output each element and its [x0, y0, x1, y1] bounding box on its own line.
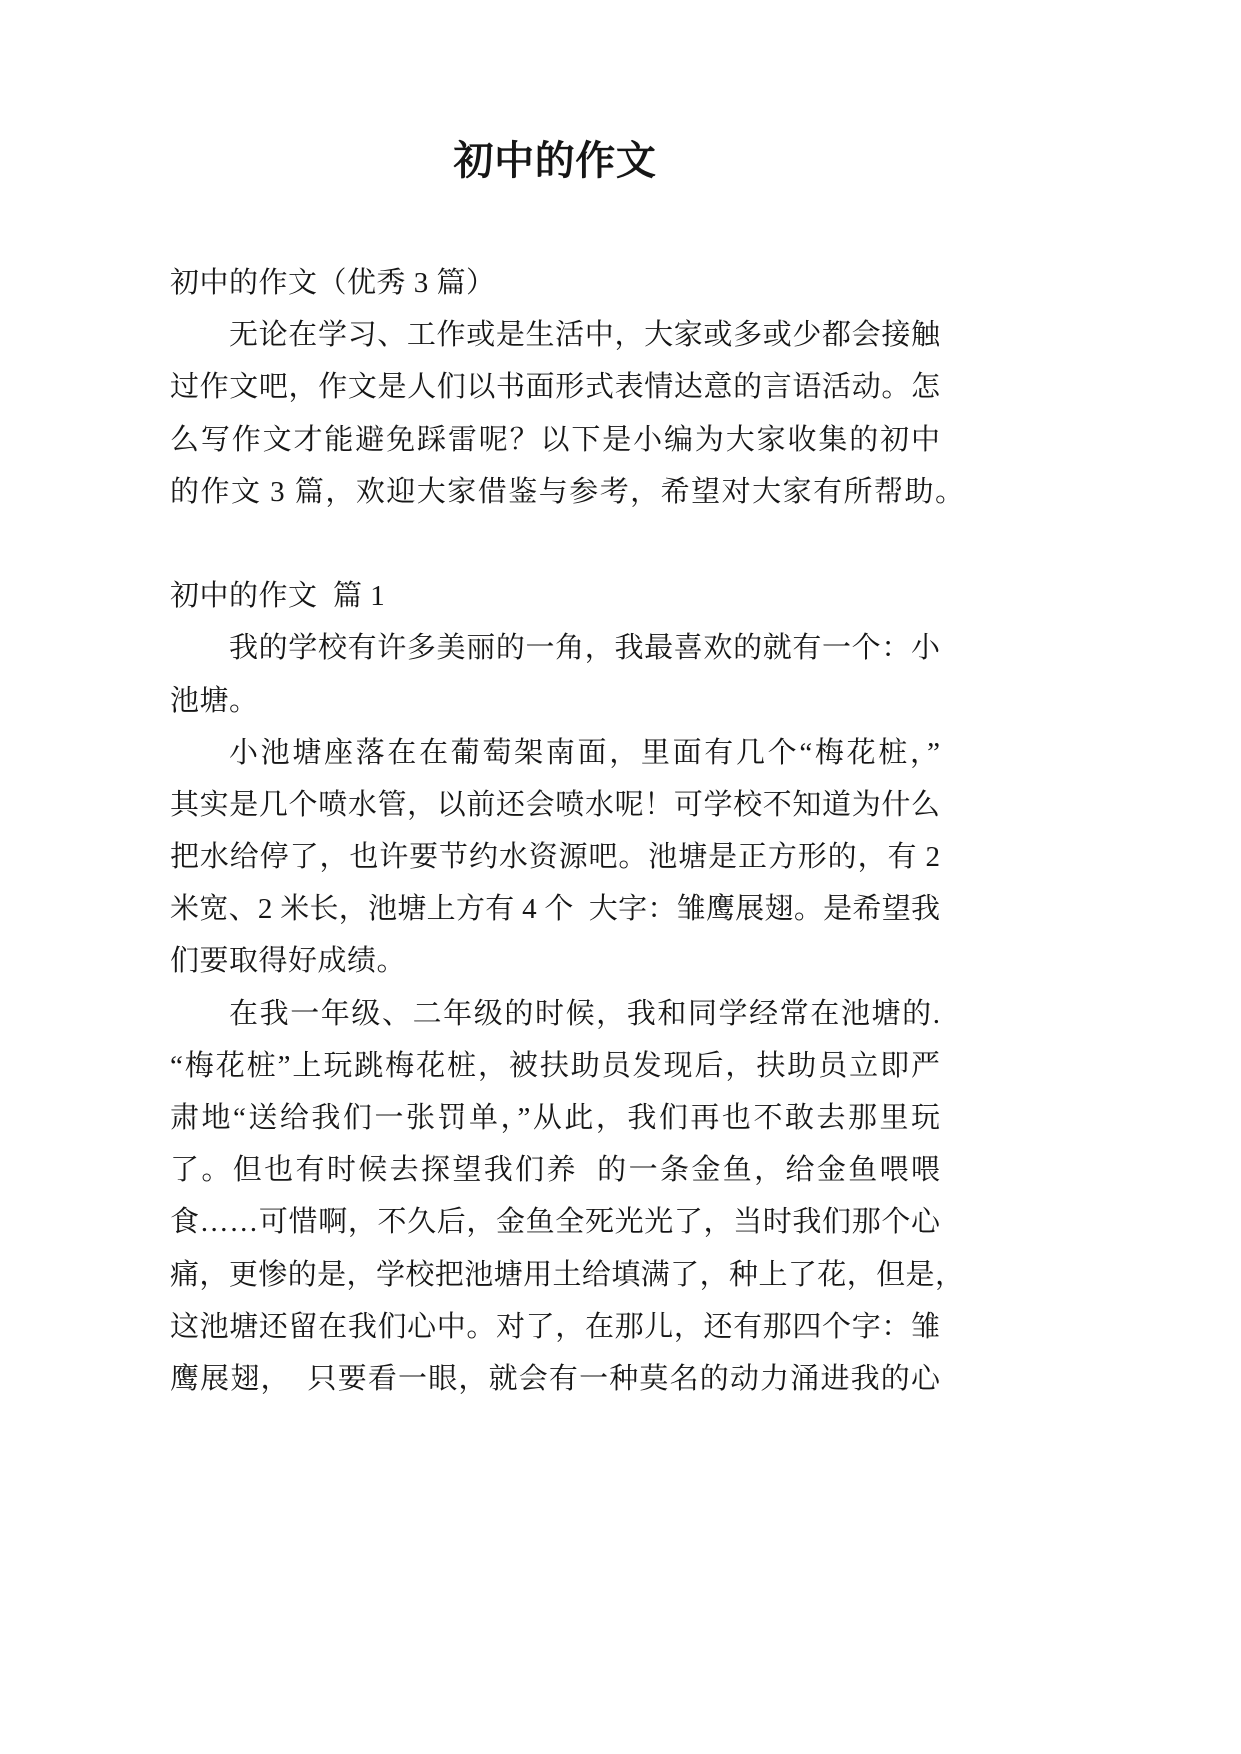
paragraph-line: 其实是几个喷水管，以前还会喷水呢！可学校不知道为什么 — [170, 788, 941, 821]
paragraph — [170, 622, 970, 726]
paragraph-line: 无论在学习、工作或是生活中，大家或多或少都会接触 — [229, 319, 941, 352]
intro-paragraph — [170, 309, 970, 518]
paragraph-line: 鹰展翅， 只要看一眼，就会有一种莫名的动力涌进我的心 — [170, 1362, 942, 1395]
paragraph-line: 这池塘还留在我们心中。对了，在那儿，还有那四个字：雏 — [170, 1310, 941, 1343]
paragraph-line: 食……可惜啊，不久后，金鱼全死光光了，当时我们那个心 — [170, 1206, 941, 1239]
paragraph-line: 我的学校有许多美丽的一角，我最喜欢的就有一个：小 — [229, 632, 941, 665]
paragraph-line: 池塘。 — [170, 684, 259, 717]
paragraph — [170, 988, 970, 1406]
paragraph — [170, 727, 970, 988]
paragraph-line: “梅花桩”上玩跳梅花桩，被扶助员发现后，扶助员立即严 — [170, 1049, 942, 1082]
paragraph-line: 们要取得好成绩。 — [170, 945, 407, 978]
paragraph-line: 的作文 3 篇，欢迎大家借鉴与参考，希望对大家有所帮助。 — [170, 475, 966, 508]
paragraph-line: 了。但也有时候去探望我们养 的一条金鱼，给金鱼喂喂 — [170, 1154, 943, 1187]
paragraph-line: 肃地“送给我们一张罚单，”从此，我们再也不敢去那里玩 — [170, 1102, 943, 1134]
paragraph-line: 么写作文才能避免踩雷呢？以下是小编为大家收集的初中 — [170, 423, 942, 456]
paragraph-line: 把水给停了，也许要节约水资源吧。池塘是正方形的，有 2 — [170, 841, 941, 874]
essay-heading: 初中的作文 篇 1 — [170, 580, 386, 613]
collection-heading: 初中的作文（优秀 3 篇） — [170, 267, 496, 299]
paragraph-line: 在我一年级、二年级的时候，我和同学经常在池塘的. — [229, 997, 942, 1030]
paragraph-line: 痛，更惨的是，学校把池塘用土给填满了，种上了花，但是， — [170, 1258, 965, 1291]
paragraph-line: 过作文吧，作文是人们以书面形式表情达意的言语活动。怎 — [170, 371, 941, 404]
document-title: 初中的作文 — [453, 138, 657, 183]
paragraph-line: 小池塘座落在在葡萄架南面，里面有几个“梅花桩，” — [229, 736, 943, 769]
document-body — [170, 257, 970, 1405]
paragraph-line: 米宽、2 米长，池塘上方有 4 个 大字：雏鹰展翅。是希望我 — [170, 893, 941, 926]
essay-section — [170, 570, 970, 1405]
